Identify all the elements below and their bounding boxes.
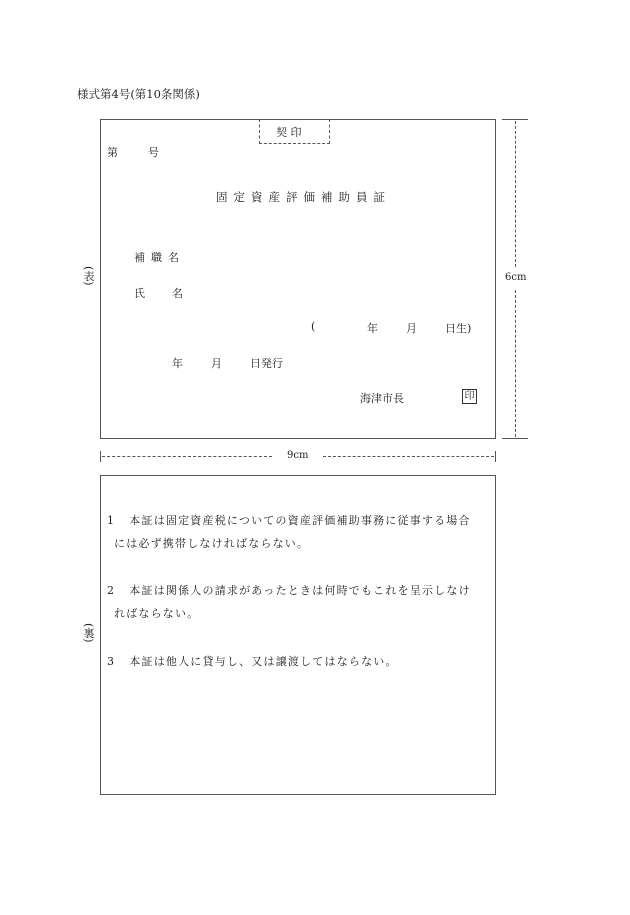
note-2 bbox=[107, 579, 471, 625]
form-label: 様式第4号(第10条関係) bbox=[77, 87, 200, 101]
note-3-line-1: 本証は他人に貸与し、又は譲渡してはならない。 bbox=[129, 655, 398, 668]
width-dim-line-right bbox=[323, 456, 494, 457]
official-seal: 印 bbox=[462, 389, 477, 404]
note-2-number: 2 bbox=[107, 584, 116, 597]
height-dim-line-upper bbox=[515, 121, 516, 267]
width-dim-line-left bbox=[102, 456, 272, 457]
front-card bbox=[100, 119, 496, 439]
birth-year: 年 bbox=[367, 322, 378, 335]
number-prefix: 第 bbox=[107, 146, 118, 159]
width-dim-label: 9cm bbox=[287, 450, 309, 461]
issue-day: 日発行 bbox=[250, 357, 283, 370]
note-3 bbox=[107, 650, 398, 673]
birth-month: 月 bbox=[406, 322, 417, 335]
note-1-number: 1 bbox=[107, 514, 116, 527]
issue-year: 年 bbox=[172, 357, 183, 370]
note-1 bbox=[107, 509, 471, 555]
name-label-second: 名 bbox=[172, 287, 183, 300]
note-1-line-1: 本証は固定資産税についての資産評価補助事務に従事する場合 bbox=[129, 514, 471, 527]
width-dim-right-tick bbox=[495, 451, 496, 462]
issue-month: 月 bbox=[211, 357, 222, 370]
height-dim-line-lower bbox=[515, 290, 516, 437]
number-suffix: 号 bbox=[148, 146, 159, 159]
birth-open-paren: ( bbox=[311, 320, 316, 333]
job-title-label: 補職名 bbox=[134, 251, 185, 264]
name-label-first: 氏 bbox=[134, 287, 145, 300]
note-3-number: 3 bbox=[107, 655, 116, 668]
back-side-label: (裏) bbox=[82, 623, 95, 643]
note-2-line-2: ればならない。 bbox=[114, 607, 200, 620]
birth-day: 日生) bbox=[445, 322, 472, 335]
seal-area-label: 契 印 bbox=[276, 126, 302, 139]
height-dim-bottom-tick bbox=[502, 438, 528, 439]
note-1-line-2: には必ず携帯しなければならない。 bbox=[114, 537, 310, 550]
certificate-title: 固定資産評価補助員証 bbox=[216, 190, 391, 204]
height-dim-label: 6cm bbox=[505, 272, 527, 283]
front-side-label: (表) bbox=[82, 266, 95, 286]
issuer-name: 海津市長 bbox=[360, 392, 404, 405]
width-dim-left-tick bbox=[100, 451, 101, 462]
height-dim-top-tick bbox=[502, 119, 528, 120]
note-2-line-1: 本証は関係人の請求があったときは何時でもこれを呈示しなけ bbox=[129, 584, 471, 597]
